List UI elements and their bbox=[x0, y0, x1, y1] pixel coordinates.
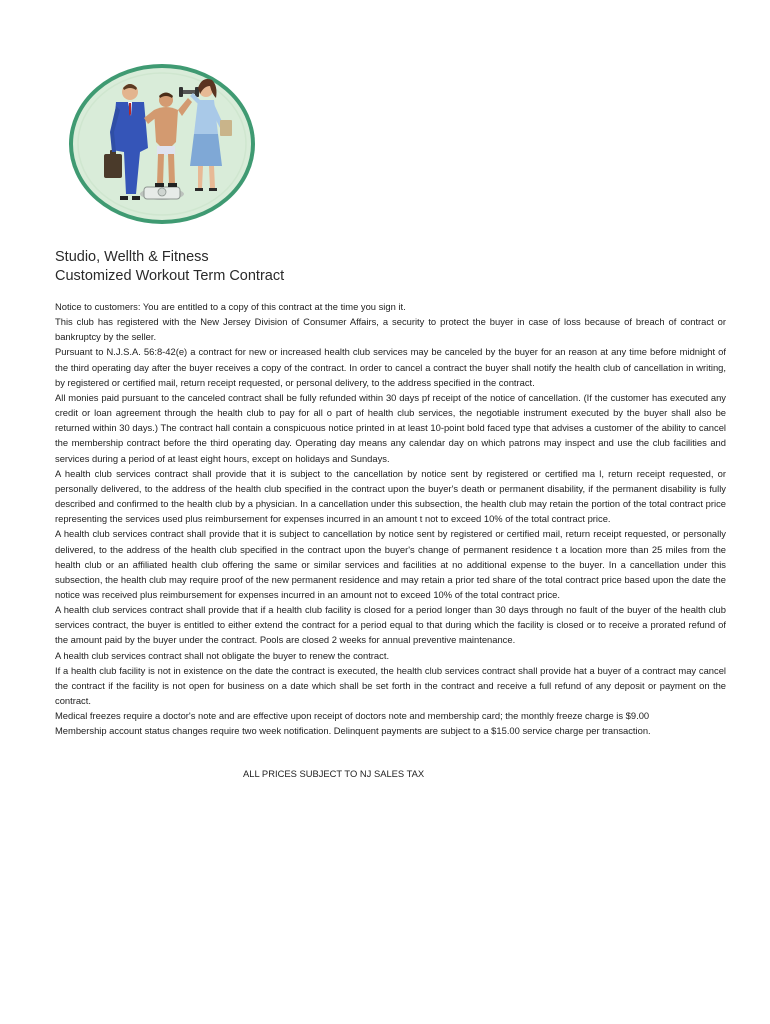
paragraph: This club has registered with the New Jersey Division of Consumer Affairs, a security to protect the buyer in case of loss because of breach of contract or bankruptcy by the seller. bbox=[55, 316, 726, 343]
paragraph: A health club services contract shall not obligate the buyer to renew the contract. bbox=[55, 649, 390, 661]
paragraph: If a health club facility is not in existence on the date the contract is executed, the health club services contract shall provide hat a buyer of a contract may cancel the contract if the facility is not open for business on a date which shall be set forth in the contract and receive a full refund of any deposit or payment on the contract. bbox=[55, 664, 726, 707]
club-logo bbox=[66, 56, 258, 228]
paragraph: Medical freezes require a doctor's note and are effective upon receipt of doctors note and membership card; the monthly freeze charge is $9.00 bbox=[55, 710, 650, 722]
contract-body bbox=[55, 299, 726, 739]
paragraph: Notice to customers: You are entitled to a copy of this contract at the time you sign it. bbox=[55, 301, 406, 312]
fitness-club-logo-icon bbox=[66, 56, 258, 228]
document-title: Studio, Wellth & Fitness bbox=[55, 249, 209, 265]
paragraph: All monies paid pursuant to the canceled contract shall be fully refunded within 30 days pf receipt of the notice of cancellation. (If the customer has executed any credit or loan agreement through the health club to pay for all o part of health club services, the negotiable instrument executed by the buyer shall also be returned within 30 days.) The contract hall contain a conspicuous notice printed in at least 10-point bold faced type that advises a customer of the ability to cancel the membership contract before the third operating day. Operating day means any calendar day on which patrons may inspect and use the club facilities and services during a period of at least eight hours, except on holidays and Sundays. bbox=[55, 391, 726, 464]
paragraph: Membership account status changes require two week notification. Delinquent payments are subject to a $15.00 service charge per transaction. bbox=[55, 725, 651, 737]
paragraph: A health club services contract shall provide that it is subject to the cancellation by notice sent by registered or certified ma l, return receipt requested, or personally delivered, to the address of the health club specified in the contract upon the buyer's death or permanent disability, if the permanent disability is fully described and confirmed to the health club by a physician. In a cancellation under this subsection, the health club may retain the portion of the total contract price representing the services used plus reimbursement for expenses incurred in an amount t not to exceed 10% of the total contract price. bbox=[55, 467, 726, 525]
document-header bbox=[55, 248, 715, 286]
paragraph: A health club services contract shall provide that it is subject to cancellation by notice sent by registered or certified mail, return receipt requested, or personally delivered, to the address of the health club specified in the contract upon the buyer's change of permanent residence t a location more than 25 miles from the health club or an affiliated health club offering the same or similar services and facilities at no additional expense to the buyer. In a cancellation under this subsection, the health club may require proof of the new permanent residence and may retain a prior ted share of the total contract price based upon the date the notice was received plus reimbursement for expenses incurred in an amount not to exceed 10% of the total contract price. bbox=[55, 528, 726, 600]
sales-tax-notice: ALL PRICES SUBJECT TO NJ SALES TAX bbox=[243, 768, 425, 779]
paragraph: A health club services contract shall provide that if a health club facility is closed for a period longer than 30 days through no fault of the buyer of the health club services contract, the buyer is entitled to either extend the contract for a period equal to that during which the facility is closed or to receive a prorated refund of the amount paid by the buyer under the contract. Pools are closed 2 weeks for annual preventive maintenance. bbox=[55, 604, 726, 646]
paragraph: Pursuant to N.J.S.A. 56:8-42(e) a contract for new or increased health club services may be canceled by the buyer for an reason at any time before midnight of the third operating day after the buyer receives a copy of the contract. In order to cancel a contract the buyer shall notify the health club of cancellation in writing, by registered or certified mail, return receipt requested, or personal delivery, to the address specified in the contract. bbox=[55, 346, 726, 388]
document-subtitle: Customized Workout Term Contract bbox=[55, 268, 285, 284]
